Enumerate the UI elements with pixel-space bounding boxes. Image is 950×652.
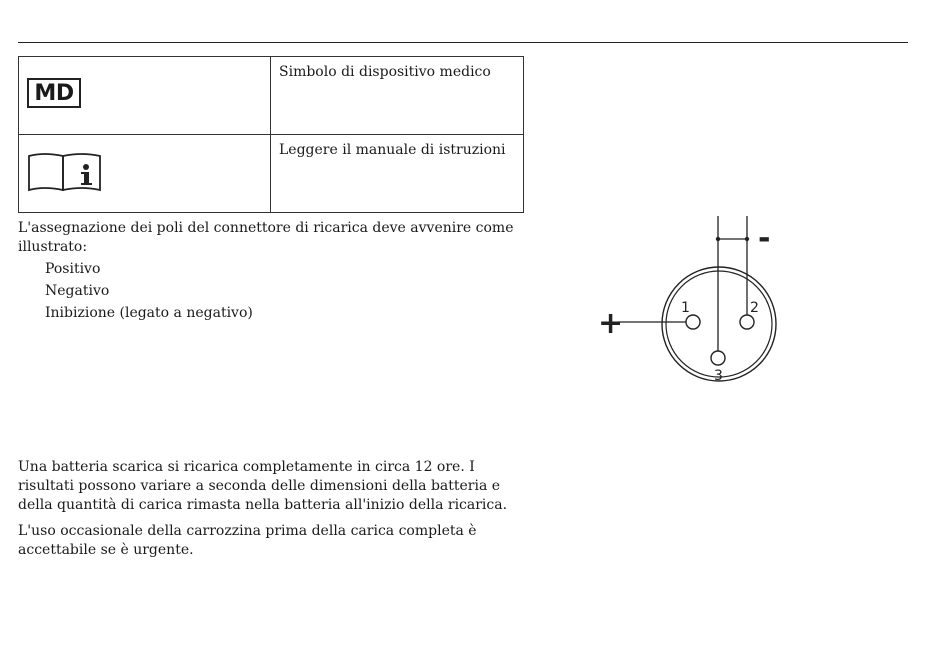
charge-time-text: Una batteria scarica si ricarica completamente in circa 12 ore. I risultati possono variare a seconda delle dimensioni della batteria e della quantità di carica rimasta nella batteria all'inizio della ricarica.	[18, 459, 508, 513]
charger-connector-diagram	[596, 214, 806, 389]
table-row	[19, 135, 524, 213]
list-item: Positivo	[45, 261, 101, 277]
pin-3	[711, 351, 725, 365]
pole-assignment-text: L'assegnazione dei poli del connettore di ricarica deve avvenire come illustrato:	[18, 220, 514, 255]
symbol-description: Simbolo di dispositivo medico	[271, 57, 524, 135]
list-item: Negativo	[45, 283, 110, 299]
table-row	[19, 57, 524, 135]
pin-1-label: 1	[681, 300, 690, 316]
symbol-description: Leggere il manuale di istruzioni	[271, 135, 524, 213]
pin-2-label: 2	[750, 300, 759, 316]
symbols-table	[18, 56, 524, 213]
list-item: Inibizione (legato a negativo)	[45, 305, 253, 321]
usage-text: L'uso occasionale della carrozzina prima della carica completa è accettabile se è urgente.	[18, 523, 477, 558]
pin-1	[686, 315, 700, 329]
top-rule	[18, 42, 908, 43]
plus-symbol: +	[598, 306, 624, 341]
pin-2	[740, 315, 754, 329]
md-icon: MD	[27, 78, 81, 108]
minus-symbol: -	[758, 221, 771, 256]
pin-3-label: 3	[714, 368, 723, 384]
manual-icon	[27, 152, 103, 192]
